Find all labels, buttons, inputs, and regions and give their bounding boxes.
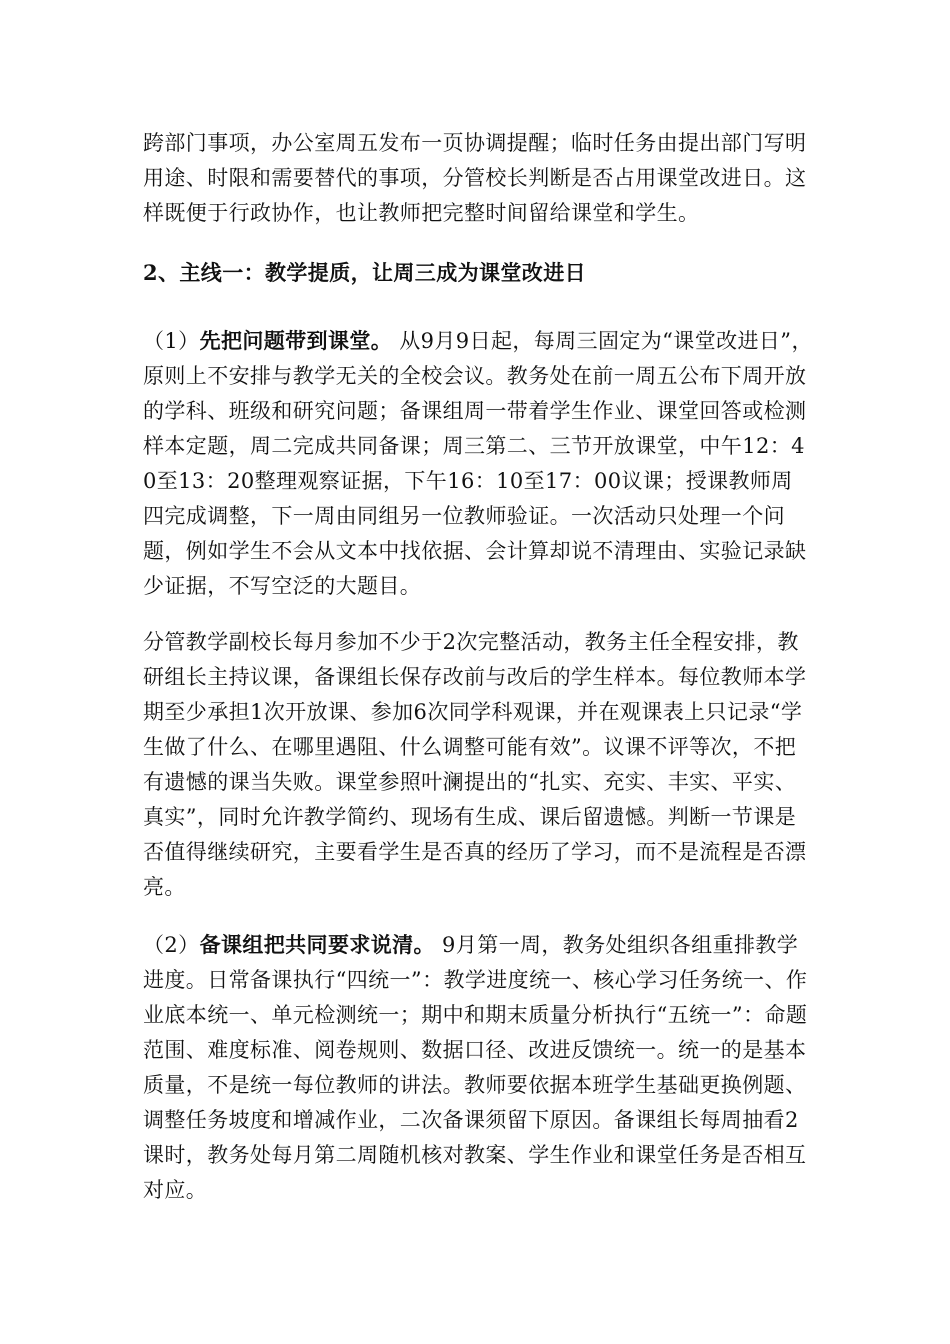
item-2-title: 备课组把共同要求说清。 — [199, 932, 435, 957]
section-heading-text: 2、主线一：教学提质，让周三成为课堂改进日 — [143, 260, 587, 285]
item-2-body: 9月第一周，教务处组织各组重排教学进度。日常备课执行“四统一”：教学进度统一、核心学习任务统一、作业底本统一、单元检测统一；期中和期末质量分析执行“五统一”：命题范围、难度标准、阅卷规则、数据口径、改进反馈统一。统一的是基本质量，不是统一每位教师的讲法。教师要依据本班学生基础更换例题、调整任务坡度和增减作业，二次备课须留下原因。备课组长每周抽看2课时，教务处每月第二周随机核对教案、学生作业和课堂任务是否相互对应。 — [143, 933, 808, 1202]
paragraph-observation — [143, 625, 813, 905]
paragraph-coordination — [143, 126, 813, 231]
section-heading — [143, 255, 813, 290]
paragraph-observation-text: 分管教学副校长每月参加不少于2次完整活动，教务主任全程安排，教研组长主持议课，备课组长保存改前与改后的学生样本。每位教师本学期至少承担1次开放课、参加6次同学科观课，并在观课表上只记录“学生做了什么、在哪里遇阻、什么调整可能有效”。议课不评等次，不把有遗憾的课当失败。课堂参照叶澜提出的“扎实、充实、丰实、平实、真实”，同时允许教学简约、现场有生成、课后留遗憾。判断一节课是否值得继续研究，主要看学生是否真的经历了学习，而不是流程是否漂亮。 — [143, 630, 807, 899]
item-1-body: 从9月9日起，每周三固定为“课堂改进日”，原则上不安排与教学无关的全校会议。教务处在前一周五公布下周开放的学科、班级和研究问题；备课组周一带着学生作业、课堂回答或检测样本定题，周二完成共同备课；周三第二、三节开放课堂，中午12：40至13：20整理观察证据，下午16：10至17：00议课；授课教师周四完成调整，下一周由同组另一位教师验证。一次活动只处理一个问题，例如学生不会从文本中找依据、会计算却说不清理由、实验记录缺少证据，不写空泛的大题目。 — [143, 329, 813, 598]
paragraph-coordination-text: 跨部门事项，办公室周五发布一页协调提醒；临时任务由提出部门写明用途、时限和需要替代的事项，分管校长判断是否占用课堂改进日。这样既便于行政协作，也让教师把完整时间留给课堂和学生。 — [143, 131, 807, 225]
item-2-paragraph — [143, 927, 813, 1208]
item-2-prefix: （2） — [143, 933, 200, 957]
item-1-title: 先把问题带到课堂。 — [199, 328, 393, 353]
item-1-paragraph — [143, 323, 813, 604]
item-1-prefix: （1） — [143, 329, 200, 353]
